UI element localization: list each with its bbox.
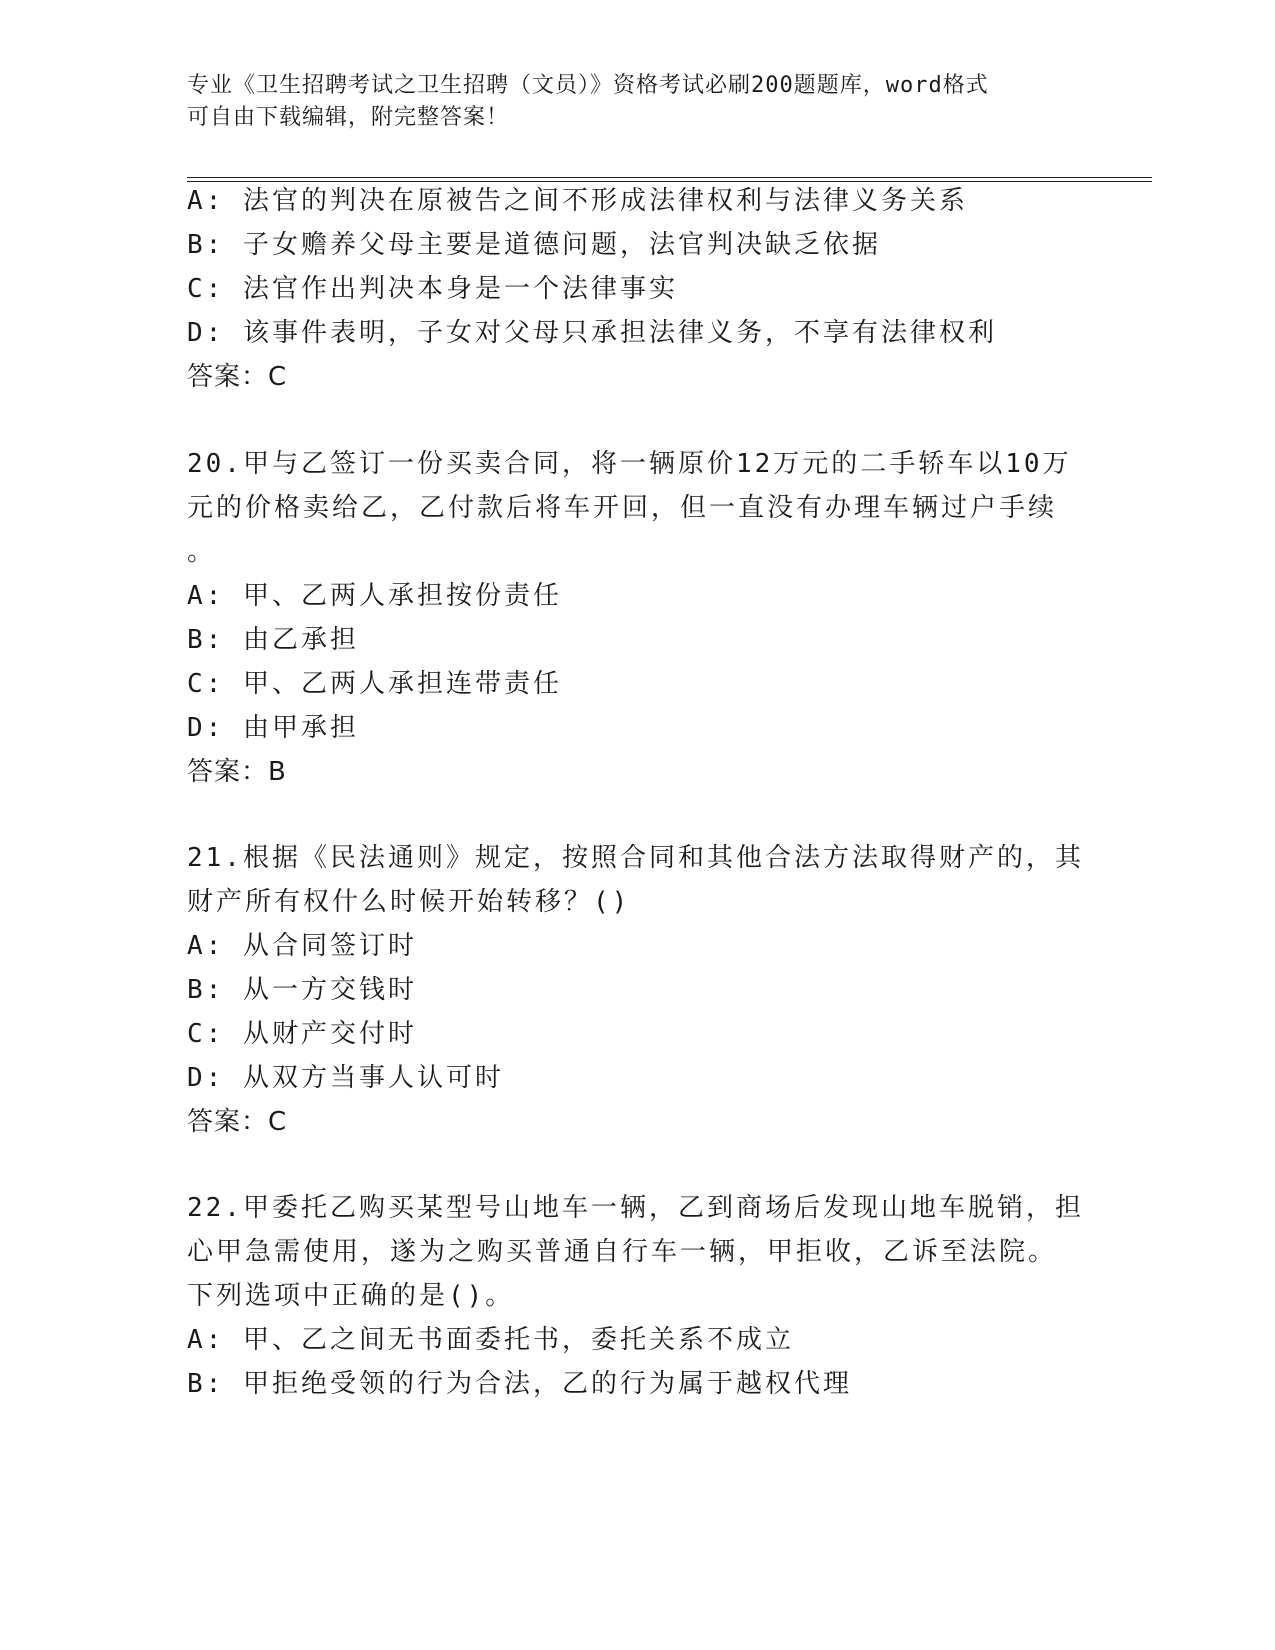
- answer: 答案：C: [187, 1107, 288, 1137]
- header-divider: [187, 177, 1152, 182]
- question-stem-line: 20.甲与乙签订一份买卖合同，将一辆原价12万元的二手轿车以10万: [187, 449, 1072, 479]
- option-a: A: 甲、乙之间无书面委托书，委托关系不成立: [187, 1325, 794, 1355]
- question-stem-line: 22.甲委托乙购买某型号山地车一辆，乙到商场后发现山地车脱销，担: [187, 1193, 1084, 1223]
- option-b: B: 由乙承担: [187, 625, 359, 655]
- option-a: A: 法官的判决在原被告之间不形成法律权利与法律义务关系: [187, 186, 968, 216]
- header-line-2: 可自由下载编辑，附完整答案！: [187, 105, 510, 130]
- answer: 答案：B: [187, 757, 287, 787]
- option-b: B: 从一方交钱时: [187, 975, 417, 1005]
- option-c: C: 法官作出判决本身是一个法律事实: [187, 274, 678, 304]
- option-a: A: 甲、乙两人承担按份责任: [187, 581, 562, 611]
- header-text: [187, 70, 1077, 134]
- option-b: B: 甲拒绝受领的行为合法，乙的行为属于越权代理: [187, 1369, 852, 1399]
- question-stem-line: 下列选项中正确的是()。: [187, 1281, 515, 1311]
- option-c: C: 甲、乙两人承担连带责任: [187, 669, 562, 699]
- question-stem-line: 21.根据《民法通则》规定，按照合同和其他合法方法取得财产的，其: [187, 843, 1084, 873]
- option-d: D: 由甲承担: [187, 713, 359, 743]
- question-stem-line: 财产所有权什么时候开始转移？(): [187, 887, 631, 917]
- header-line-1: 专业《卫生招聘考试之卫生招聘（文员）》资格考试必刷200题题库，word格式: [187, 73, 989, 98]
- option-c: C: 从财产交付时: [187, 1019, 417, 1049]
- question-stem-line: 心甲急需使用，遂为之购买普通自行车一辆，甲拒收，乙诉至法院。: [187, 1237, 1058, 1267]
- option-a: A: 从合同签订时: [187, 931, 417, 961]
- option-d: D: 该事件表明，子女对父母只承担法律义务，不享有法律权利: [187, 318, 997, 348]
- option-b: B: 子女赡养父母主要是道德问题，法官判决缺乏依据: [187, 230, 881, 260]
- question-stem-line: 。: [187, 537, 217, 567]
- question-stem-line: 元的价格卖给乙，乙付款后将车开回，但一直没有办理车辆过户手续: [187, 493, 1058, 523]
- option-d: D: 从双方当事人认可时: [187, 1063, 504, 1093]
- answer: 答案：C: [187, 362, 288, 392]
